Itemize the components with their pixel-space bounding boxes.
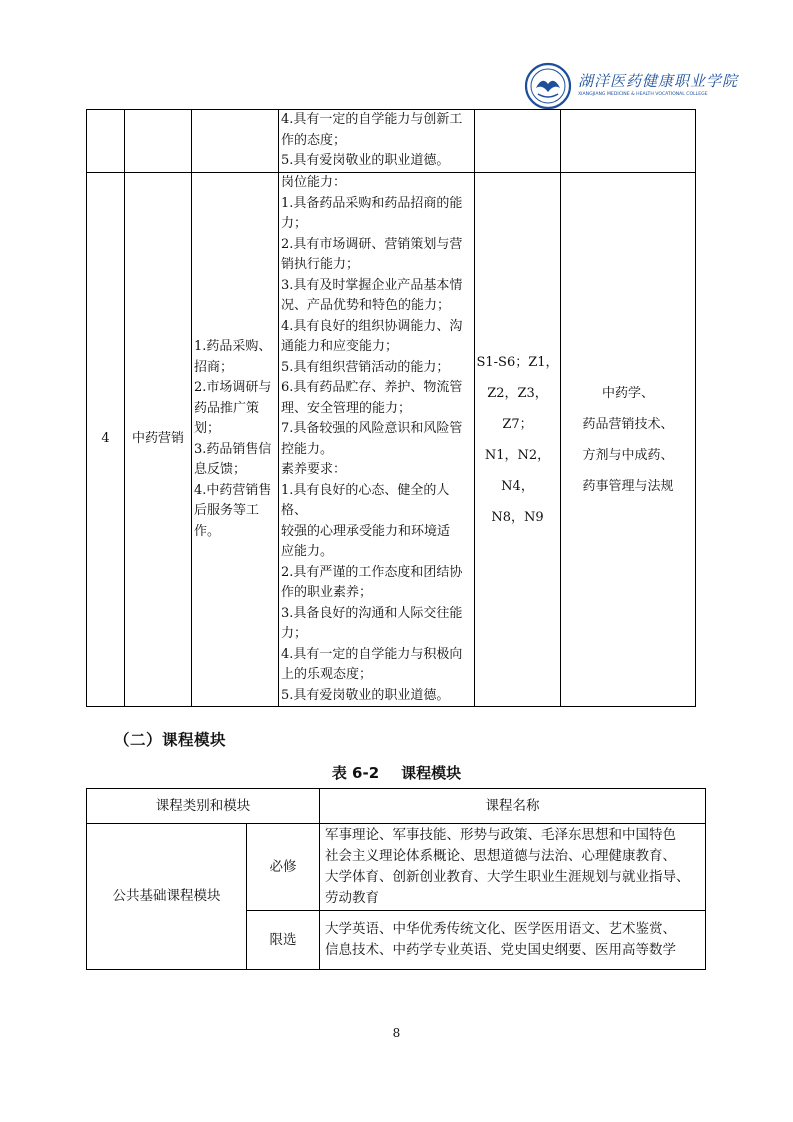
text-line: 4.中药营销售 (194, 482, 272, 498)
text-line: 2.市场调研与 (194, 380, 272, 395)
text-line: 方剂与中成药、 (582, 447, 674, 463)
text-line: 销执行能力； (281, 257, 360, 272)
course-type-cell: 限选 (247, 911, 320, 970)
text-line: 2.具有市场调研、营销策划与营 (281, 236, 463, 252)
job-ability-table (86, 109, 696, 707)
text-line: 划； (194, 421, 221, 436)
text-line: 6.具有药品贮存、养护、物流管 (281, 380, 463, 395)
header-category: 课程类别和模块 (87, 789, 320, 824)
text-line: 通能力和应变能力； (281, 339, 399, 354)
text-line: 招商； (194, 359, 234, 375)
college-name-cn: 湖洋医药健康职业学院 (578, 72, 739, 90)
text-line: 作的职业素养； (281, 585, 373, 600)
text-line: Z2，Z3，Z7； (487, 385, 548, 432)
college-logo (524, 62, 739, 112)
text-line: 药品推广策 (194, 400, 260, 416)
course-names-cell (320, 824, 706, 911)
text-line: 5.具有爱岗敬业的职业道德。 (281, 687, 450, 703)
table-row (87, 110, 696, 173)
text-line: 理、安全管理的能力； (281, 400, 412, 416)
text-line: 中药学、 (601, 385, 654, 401)
course-names-cell (320, 911, 706, 970)
text-line: 息反馈； (194, 462, 247, 477)
college-name-en: XIANGJIANG MEDICINE & HEALTH VOCATIONAL COLLEGE (578, 92, 708, 97)
text-line: 大学体育、创新创业教育、大学生职业生涯规划与就业指导、 (325, 869, 690, 885)
text-line: 素养要求： (281, 462, 347, 477)
text-line: S1-S6；Z1， (476, 354, 559, 370)
text-line: 劳动教育 (325, 890, 379, 906)
text-line: 作。 (194, 523, 221, 539)
text-line: 况、产品优势和特色的能力； (281, 298, 451, 313)
table-caption (0, 762, 793, 783)
text-line: 4.具有一定的自学能力与积极向 (281, 646, 463, 662)
table-row (87, 173, 696, 707)
module-name-cell: 公共基础课程模块 (87, 824, 247, 970)
text-line: 4.具有一定的自学能力与创新工 (281, 112, 463, 128)
table-caption-title: 课程模块 (401, 764, 462, 782)
text-line: 2.具有严谨的工作态度和团结协 (281, 564, 463, 580)
table-header-row (87, 789, 706, 824)
text-line: 3.药品销售信 (194, 441, 272, 457)
text-line: 力； (281, 216, 308, 231)
section-heading: （二）课程模块 (114, 731, 227, 749)
job-cell: 中药营销 (125, 173, 192, 707)
text-line: 信息技术、中药学专业英语、党史国史纲要、医用高等数学 (325, 942, 676, 958)
text-line: 药事管理与法规 (582, 478, 674, 494)
course-type-cell: 必修 (247, 824, 320, 911)
text-line: 控能力。 (281, 441, 334, 457)
text-line: 大学英语、中华优秀传统文化、医学医用语文、艺术鉴赏、 (325, 921, 676, 937)
tasks-cell (192, 173, 279, 707)
college-emblem-icon (524, 62, 572, 110)
table-caption-number: 表 6-2 (331, 764, 380, 782)
table-row (87, 824, 706, 911)
text-line: 岗位能力： (281, 175, 347, 190)
text-line: 药品营销技术、 (582, 416, 674, 432)
text-line: 3.具有及时掌握企业产品基本情 (281, 277, 463, 293)
text-line: 4.具有良好的组织协调能力、沟 (281, 318, 463, 334)
text-line: 1.具有良好的心态、健全的人格、 (281, 482, 450, 518)
page-number: 8 (392, 1026, 401, 1040)
text-line: N1，N2，N4， (484, 447, 551, 494)
text-line: 5.具有组织营销活动的能力； (281, 359, 450, 375)
text-line: 应能力。 (281, 544, 334, 559)
course-module-table (86, 788, 706, 970)
text-line: 1.药品采购、 (194, 339, 272, 354)
text-line: 3.具备良好的沟通和人际交往能 (281, 605, 463, 621)
text-line: 军事理论、军事技能、形势与政策、毛泽东思想和中国特色 (325, 827, 676, 843)
header-names: 课程名称 (320, 789, 706, 824)
text-line: 力； (281, 626, 308, 641)
abilities-continuation-cell (279, 110, 475, 173)
courses-cell (561, 173, 696, 707)
text-line: 作的态度； (281, 132, 347, 148)
row-index-cell: 4 (87, 173, 125, 707)
codes-cell (475, 173, 561, 707)
text-line: 较强的心理承受能力和环境适 (281, 523, 451, 539)
text-line: 7.具备较强的风险意识和风险管 (281, 421, 463, 436)
text-line: N8，N9 (491, 509, 544, 525)
text-line: 5.具有爱岗敬业的职业道德。 (281, 153, 450, 169)
text-line: 后服务等工 (194, 503, 260, 518)
text-line: 上的乐观态度； (281, 667, 373, 682)
text-line: 1.具备药品采购和药品招商的能 (281, 195, 463, 211)
abilities-cell (279, 173, 475, 707)
text-line: 社会主义理论体系概论、思想道德与法治、心理健康教育、 (325, 848, 676, 864)
